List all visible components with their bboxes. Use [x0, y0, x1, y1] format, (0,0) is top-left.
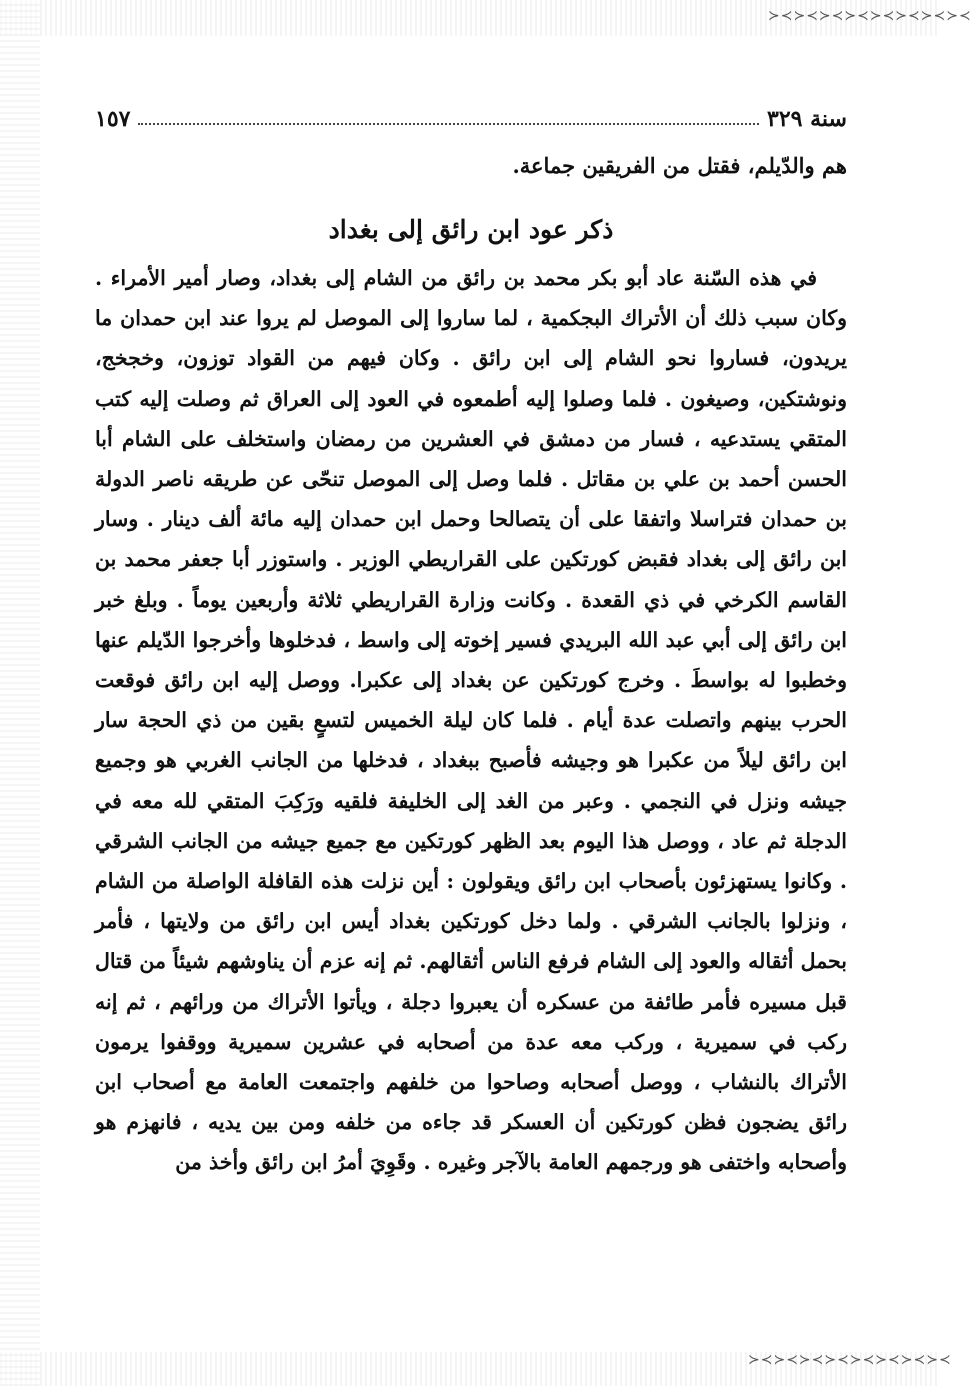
running-header	[95, 88, 847, 132]
book-page	[95, 88, 847, 1338]
header-year: سنة ٣٢٩	[767, 106, 847, 132]
ornament-bottom-icon: ≻≺≻≺≻≺≻≺≻≺≻≺≻≺≻≺	[748, 1352, 952, 1368]
scan-border-left	[0, 0, 40, 1386]
body-text	[95, 258, 847, 1183]
header-dotted-leader	[138, 123, 759, 125]
continuation-line: هم والدّيلم، فقتل من الفريقين جماعة.	[512, 153, 847, 178]
body-paragraph: في هذه السّنة عاد أبو بكر محمد بن رائق من الشام إلى بغداد، وصار أمير الأمراء . وكان سبب ذلك أن الأتراك البجكمية ، لما ساروا إلى الموصل لم يروا عند ابن حمدان ما يريدون، فساروا نحو الشام إلى ابن رائق . وكان فيهم من القواد توزون، وخجخج، ونوشتكين، وصيغون . فلما وصلوا إليه أطمعوه في العود إلى العراق ثم وصلت إليه كتب المتقي يستدعيه ، فسار من دمشق في العشرين من رمضان واستخلف على الشام أبا الحسن أحمد بن علي بن مقاتل . فلما وصل إلى الموصل تنحّى عن طريقه ناصر الدولة بن حمدان فتراسلا واتفقا على أن يتصالحا وحمل ابن حمدان إليه مائة ألف دينار . وسار ابن رائق إلى بغداد فقبض كورتكين على القراريطي الوزير . واستوزر أبا جعفر محمد بن القاسم الكرخي في ذي القعدة . وكانت وزارة القراريطي ثلاثة وأربعين يوماً . وبلغ خبر ابن رائق إلى أبي عبد الله البريدي فسير إخوته إلى واسط ، فدخلوها وأخرجوا الدّيلم عنها وخطبوا له بواسطَ . وخرج كورتكين عن بغداد إلى عكبرا. ووصل إليه ابن رائق فوقعت الحرب بينهم واتصلت عدة أيام . فلما كان ليلة الخميس لتسعٍ بقين من ذي الحجة سار ابن رائق ليلاً من عكبرا هو وجيشه فأصبح ببغداد ، فدخلها من الجانب الغربي هو وجميع جيشه ونزل في النجمي . وعبر من الغد إلى الخليفة فلقيه ورَكِبَ المتقي لله معه في الدجلة ثم عاد ، ووصل هذا اليوم بعد الظهر كورتكين مع جميع جيشه من الجانب الشرقي . وكانوا يستهزئون بأصحاب ابن رائق ويقولون : أين نزلت هذه القافلة الواصلة من الشام ، ونزلوا بالجانب الشرقي . ولما دخل كورتكين بغداد أيس ابن رائق من ولايتها ، فأمر بحمل أثقاله والعود إلى الشام فرفع الناس أثقالهم. ثم إنه عزم أن يناوشهم شيئاً من قتال قبل مسيره فأمر طائفة من عسكره أن يعبروا دجلة ، ويأتوا الأتراك من ورائهم ، ثم إنه ركب في سميرية ، وركب معه عدة من أصحابه في عشرين سميرية ووقفوا يرمون الأتراك بالنشاب ، ووصل أصحابه وصاحوا من خلفهم واجتمعت العامة مع أصحاب ابن رائق يضجون فظن كورتكين أن العسكر قد جاءه من خلفه ومن بين يديه ، فانهزم هو وأصحابه واختفى هو ورجمهم العامة بالآجر وغيره . وقَوِيَ أمرُ ابن رائق وأخذ من	[95, 266, 847, 1175]
section-title: ذكر عود ابن رائق إلى بغداد	[328, 215, 614, 244]
page-number: ١٥٧	[95, 106, 131, 132]
ornament-top-icon: ≻≺≻≺≻≺≻≺≻≺≻≺≻≺≻≺	[768, 8, 972, 24]
